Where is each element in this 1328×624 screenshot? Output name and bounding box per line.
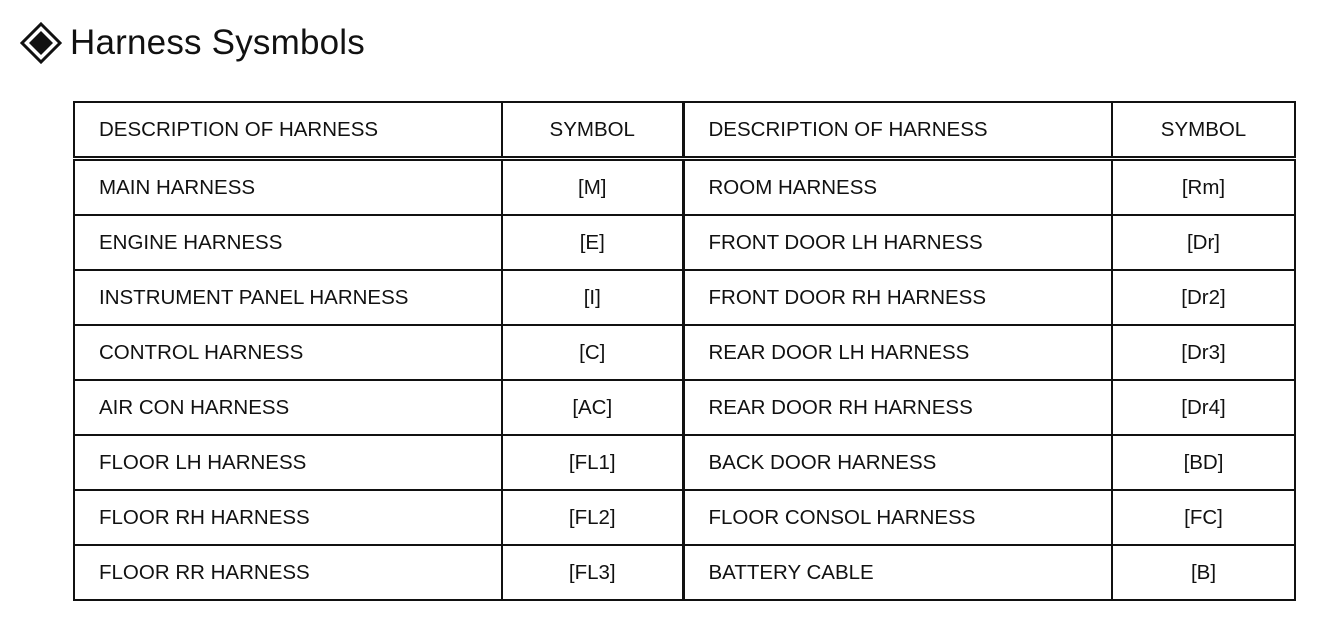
harness-description: FLOOR RH HARNESS (74, 490, 502, 545)
harness-description: ROOM HARNESS (683, 159, 1112, 216)
harness-symbols-table (73, 101, 1296, 601)
column-header-description-right: DESCRIPTION OF HARNESS (683, 102, 1112, 159)
harness-description: INSTRUMENT PANEL HARNESS (74, 270, 502, 325)
column-header-symbol-right: SYMBOL (1112, 102, 1295, 159)
harness-symbol: [FC] (1112, 490, 1295, 545)
harness-symbol: [FL2] (502, 490, 683, 545)
harness-symbol: [BD] (1112, 435, 1295, 490)
harness-symbol: [Dr2] (1112, 270, 1295, 325)
harness-symbol: [Rm] (1112, 159, 1295, 216)
harness-description: AIR CON HARNESS (74, 380, 502, 435)
page-title (20, 18, 365, 68)
table-header-row (74, 102, 1295, 159)
table-row (74, 545, 1295, 600)
harness-symbol: [I] (502, 270, 683, 325)
harness-symbol: [C] (502, 325, 683, 380)
harness-symbol: [E] (502, 215, 683, 270)
harness-symbol: [FL3] (502, 545, 683, 600)
harness-symbol: [M] (502, 159, 683, 216)
harness-symbol: [Dr4] (1112, 380, 1295, 435)
harness-description: FRONT DOOR LH HARNESS (683, 215, 1112, 270)
harness-description: FLOOR LH HARNESS (74, 435, 502, 490)
harness-description: CONTROL HARNESS (74, 325, 502, 380)
harness-description: REAR DOOR LH HARNESS (683, 325, 1112, 380)
diamond-bullet-icon (20, 22, 62, 64)
harness-description: BACK DOOR HARNESS (683, 435, 1112, 490)
page-title-text: Harness Sysmbols (70, 23, 365, 62)
harness-description: MAIN HARNESS (74, 159, 502, 216)
harness-description: FRONT DOOR RH HARNESS (683, 270, 1112, 325)
harness-description: FLOOR CONSOL HARNESS (683, 490, 1112, 545)
harness-description: REAR DOOR RH HARNESS (683, 380, 1112, 435)
table-row (74, 270, 1295, 325)
harness-symbol: [B] (1112, 545, 1295, 600)
table-row (74, 159, 1295, 216)
column-header-description-left: DESCRIPTION OF HARNESS (74, 102, 502, 159)
table-row (74, 380, 1295, 435)
harness-symbol: [AC] (502, 380, 683, 435)
harness-description: BATTERY CABLE (683, 545, 1112, 600)
harness-symbol: [FL1] (502, 435, 683, 490)
harness-description: FLOOR RR HARNESS (74, 545, 502, 600)
harness-symbol: [Dr] (1112, 215, 1295, 270)
harness-symbol: [Dr3] (1112, 325, 1295, 380)
column-header-symbol-left: SYMBOL (502, 102, 683, 159)
table-row (74, 490, 1295, 545)
table-row (74, 215, 1295, 270)
table-row (74, 435, 1295, 490)
harness-description: ENGINE HARNESS (74, 215, 502, 270)
table-row (74, 325, 1295, 380)
